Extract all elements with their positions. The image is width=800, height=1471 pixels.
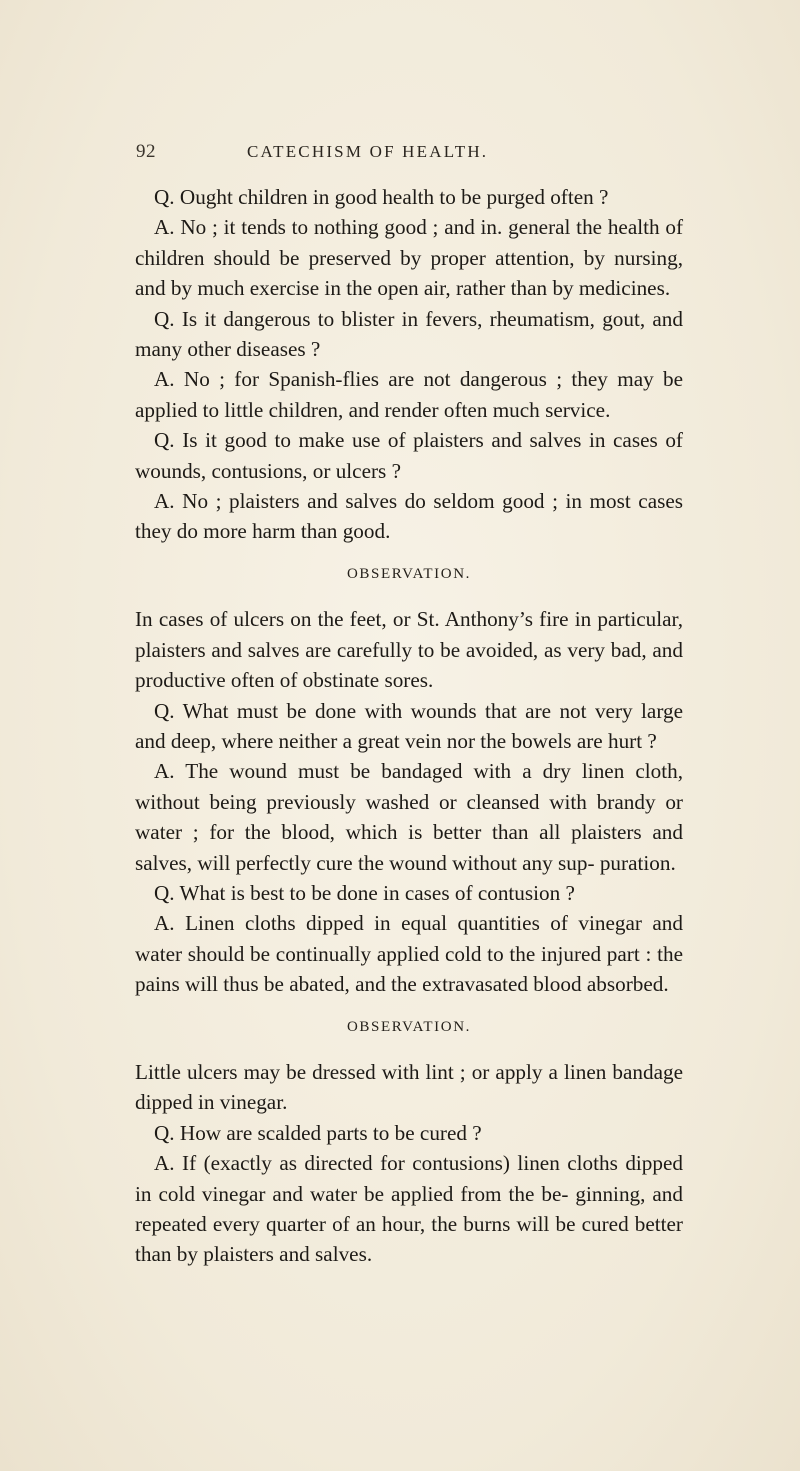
observation-heading: OBSERVATION. bbox=[347, 1018, 471, 1035]
question-paragraph: Q. How are scalded parts to be cured ? bbox=[154, 1120, 482, 1145]
answer-paragraph: A. Linen cloths dipped in equal quantities of vinegar and water should be continually applied cold to the injured part : the pains will thus be abated, and the extravasated blood absorbed. bbox=[135, 911, 683, 997]
answer-paragraph: A. No ; for Spanish-flies are not dangerous ; they may be applied to little children, and render often much service. bbox=[135, 367, 683, 422]
answer-paragraph: A. If (exactly as directed for contusions) linen cloths dipped in cold vinegar and water be applied from the be- ginning, and repeated every quarter of an hour, the burns will be cured better than by plaisters and salves. bbox=[135, 1151, 683, 1267]
question-paragraph: Q. Is it good to make use of plaisters and salves in cases of wounds, contusions, or ulcers ? bbox=[135, 428, 683, 483]
running-title: CATECHISM OF HEALTH. bbox=[247, 142, 489, 161]
answer-paragraph: A. The wound must be bandaged with a dry linen cloth, without being previously washed or cleansed with brandy or water ; for the blood, which is better than all plaisters and salves, will perfectly cure the wound without any sup- puration. bbox=[135, 759, 683, 875]
page-number: 92 bbox=[136, 141, 156, 162]
question-paragraph: Q. Ought children in good health to be purged often ? bbox=[154, 185, 609, 209]
observation-paragraph: In cases of ulcers on the feet, or St. Anthony’s fire in particular, plaisters and salves are carefully to be avoided, as very bad, and productive often of obstinate sores. bbox=[135, 607, 683, 693]
answer-paragraph: A. No ; plaisters and salves do seldom good ; in most cases they do more harm than good. bbox=[135, 489, 683, 544]
page-header bbox=[136, 141, 696, 169]
answer-paragraph: A. No ; it tends to nothing good ; and in. general the health of children should be preserved by proper attention, by nursing, and by much exercise in the open air, rather than by medicines. bbox=[135, 215, 683, 301]
question-paragraph: Q. What is best to be done in cases of contusion ? bbox=[154, 880, 575, 905]
body-text bbox=[135, 182, 683, 1270]
observation-paragraph: Little ulcers may be dressed with lint ; or apply a linen bandage dipped in vinegar. bbox=[135, 1059, 683, 1115]
observation-heading: OBSERVATION. bbox=[347, 565, 471, 582]
question-paragraph: Q. What must be done with wounds that are not very large and deep, where neither a great vein nor the bowels are hurt ? bbox=[135, 698, 683, 753]
question-paragraph: Q. Is it dangerous to blister in fevers, rheumatism, gout, and many other diseases ? bbox=[135, 306, 683, 362]
